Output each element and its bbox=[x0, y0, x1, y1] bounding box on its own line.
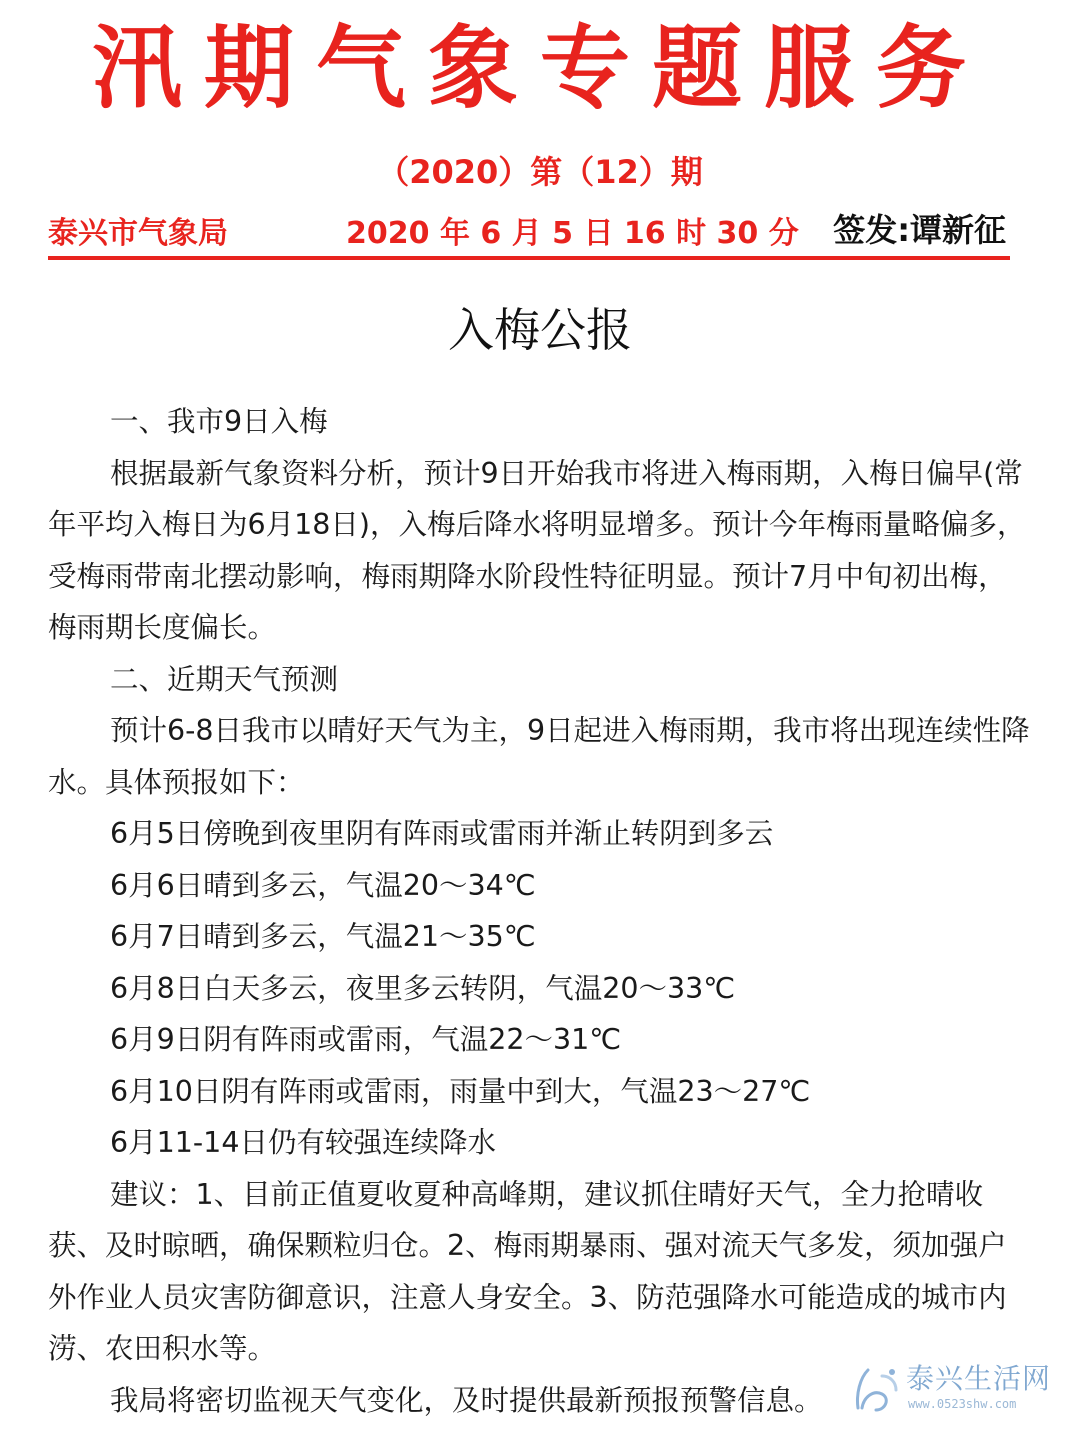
forecast-line: 6月5日傍晚到夜里阴有阵雨或雷雨并渐止转阴到多云 bbox=[110, 817, 774, 850]
section-heading-2: 二、近期天气预测 bbox=[110, 662, 339, 696]
forecast-line: 6月11-14日仍有较强连续降水 bbox=[110, 1126, 496, 1159]
section-paragraph-1: 根据最新气象资料分析，预计9日开始我市将进入梅雨期，入梅日偏早(常年平均入梅日为6月18日)，入梅后降水将明显增多。预计今年梅雨量略偏多，受梅雨带南北摆动影响，梅雨期降水阶段性特征明显。预计7月中旬初出梅，梅雨期长度偏长。 bbox=[48, 456, 1026, 644]
masthead-title: 汛期气象专题服务 bbox=[92, 16, 988, 121]
section-heading-1: 一、我市9日入梅 bbox=[110, 405, 328, 438]
watermark-site-name: 泰兴生活网 bbox=[906, 1362, 1052, 1395]
issue-number: （2020）第（12）期 bbox=[377, 153, 703, 191]
header-divider bbox=[48, 256, 1010, 260]
document-title: 入梅公报 bbox=[448, 303, 632, 357]
signer: 签发:谭新征 bbox=[833, 211, 1006, 249]
taixing-life-logo-icon bbox=[852, 1364, 900, 1414]
forecast-line: 6月10日阴有阵雨或雷雨，雨量中到大，气温23～27℃ bbox=[110, 1074, 811, 1108]
issuer-name: 泰兴市气象局 bbox=[48, 216, 228, 251]
issue-datetime: 2020 年 6 月 5 日 16 时 30 分 bbox=[346, 216, 799, 251]
forecast-line: 6月7日晴到多云，气温21～35℃ bbox=[110, 920, 536, 953]
site-watermark bbox=[852, 1362, 1052, 1418]
closing-paragraph: 我局将密切监视天气变化，及时提供最新预报预警信息。 bbox=[110, 1383, 823, 1417]
forecast-line: 6月8日白天多云，夜里多云转阴，气温20～33℃ bbox=[110, 971, 736, 1005]
document-body bbox=[48, 396, 1032, 1426]
section-paragraph-2: 预计6-8日我市以晴好天气为主，9日起进入梅雨期，我市将出现连续性降水。具体预报如下： bbox=[48, 714, 1030, 799]
forecast-line: 6月6日晴到多云，气温20～34℃ bbox=[110, 868, 536, 902]
issuer-row bbox=[48, 212, 1010, 256]
watermark-site-url: www.0523shw.com bbox=[908, 1397, 1017, 1411]
advice-paragraph: 建议：1、目前正值夏收夏种高峰期，建议抓住晴好天气，全力抢晴收获、及时晾晒，确保颗粒归仓。2、梅雨期暴雨、强对流天气多发，须加强户外作业人员灾害防御意识，注意人身安全。3、防范强降水可能造成的城市内涝、农田积水等。 bbox=[48, 1177, 1007, 1365]
forecast-line: 6月9日阴有阵雨或雷雨，气温22～31℃ bbox=[110, 1023, 622, 1056]
